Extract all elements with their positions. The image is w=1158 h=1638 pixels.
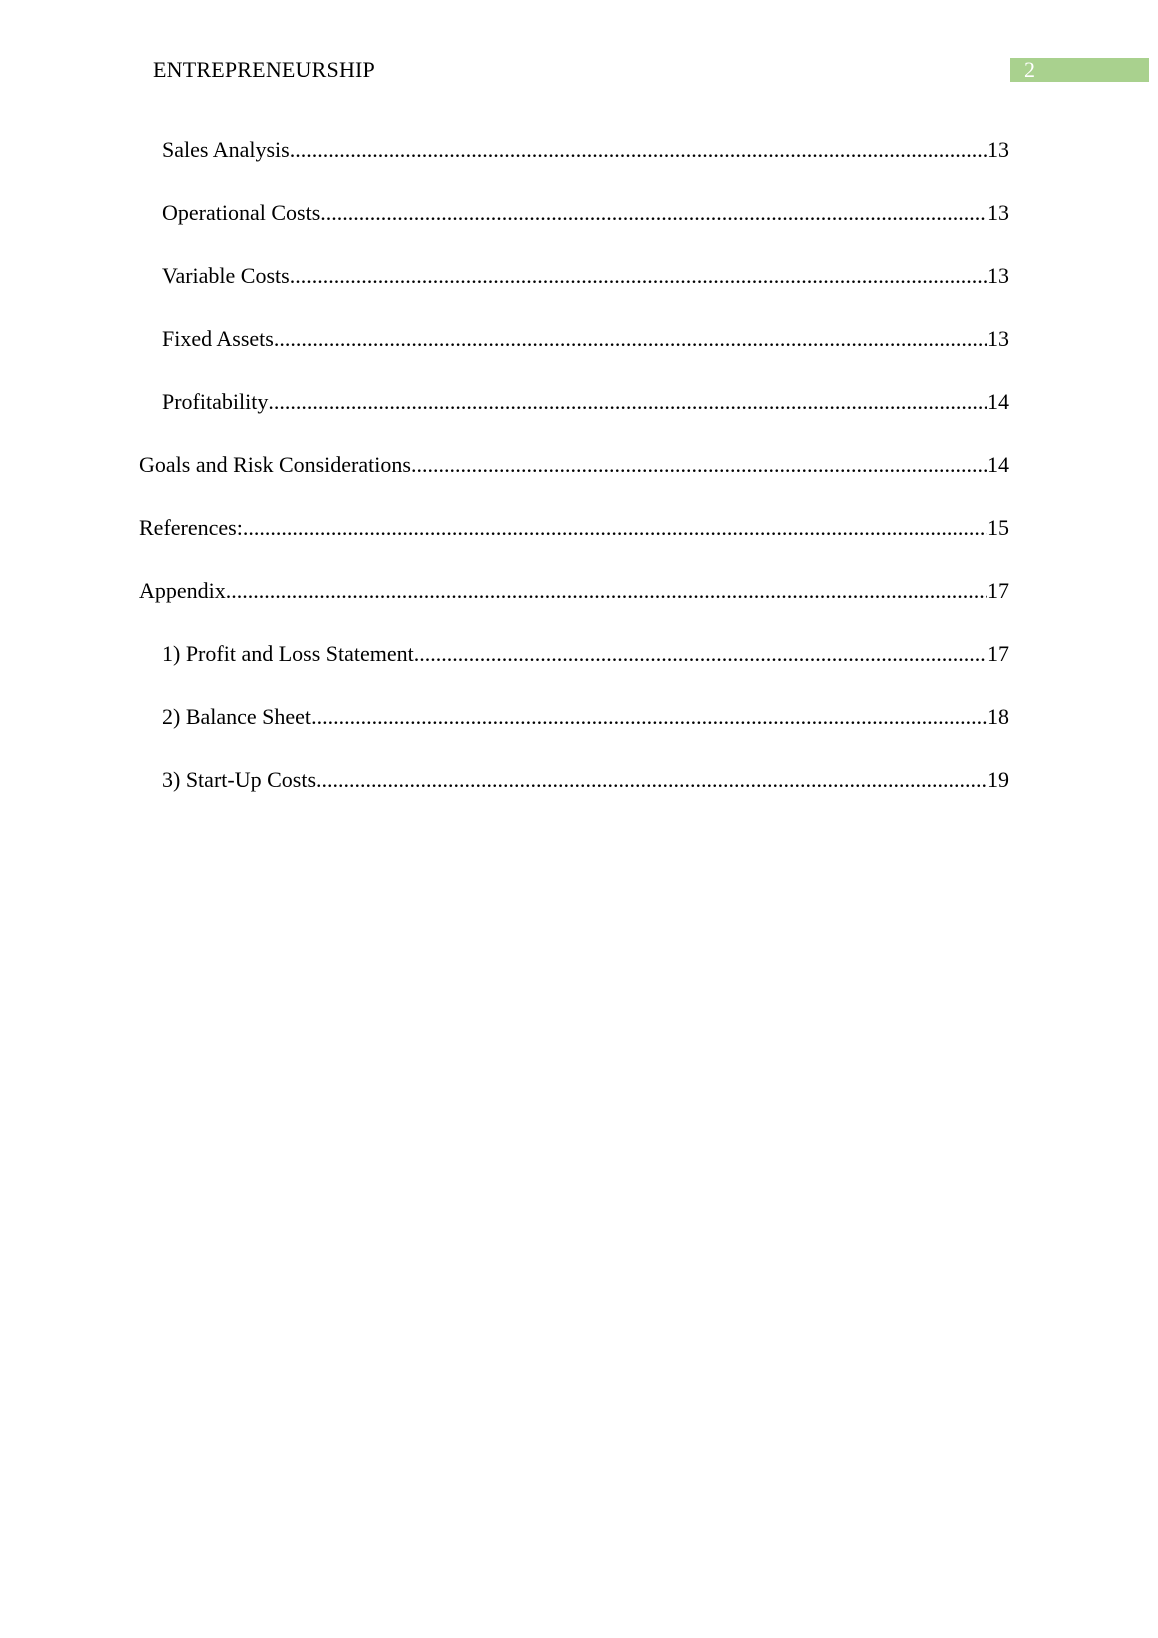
toc-dot-leader	[243, 514, 987, 542]
toc-dot-leader	[290, 262, 987, 290]
toc-entry-appendix[interactable]	[139, 577, 1009, 605]
toc-entry-fixed-assets[interactable]	[162, 325, 1009, 353]
toc-entry-label: References:	[139, 515, 243, 540]
toc-dot-leader	[414, 640, 987, 668]
toc-entry-page: 18	[987, 704, 1009, 729]
toc-dot-leader	[226, 577, 987, 605]
toc-dot-leader	[268, 388, 987, 416]
toc-entry-label: 3) Start-Up Costs	[162, 767, 316, 792]
toc-entry-label: Sales Analysis	[162, 137, 290, 162]
toc-entry-page: 13	[987, 200, 1009, 225]
toc-entry-page: 17	[987, 641, 1009, 666]
toc-entry-page: 14	[987, 389, 1009, 414]
toc-entry-balance-sheet[interactable]	[162, 703, 1009, 731]
toc-entry-label: Appendix	[139, 578, 226, 603]
toc-dot-leader	[316, 766, 987, 794]
page-number: 2	[1024, 57, 1035, 82]
toc-entry-variable-costs[interactable]	[162, 262, 1009, 290]
toc-entry-label: 1) Profit and Loss Statement	[162, 641, 414, 666]
toc-entry-operational-costs[interactable]	[162, 199, 1009, 227]
toc-entry-label: Goals and Risk Considerations	[139, 452, 411, 477]
running-header-title: ENTREPRENEURSHIP	[153, 57, 375, 82]
toc-entry-page: 15	[987, 515, 1009, 540]
toc-entry-page: 13	[987, 326, 1009, 351]
toc-dot-leader	[290, 136, 987, 164]
toc-entry-profitability[interactable]	[162, 388, 1009, 416]
toc-entry-label: Operational Costs	[162, 200, 321, 225]
toc-entry-label: Profitability	[162, 389, 269, 414]
toc-dot-leader	[320, 199, 987, 227]
toc-entry-label: 2) Balance Sheet	[162, 704, 312, 729]
toc-entry-start-up-costs[interactable]	[162, 766, 1009, 794]
toc-entry-profit-and-loss-statement[interactable]	[162, 640, 1009, 668]
toc-entry-page: 19	[987, 767, 1009, 792]
toc-entry-label: Variable Costs	[162, 263, 290, 288]
toc-dot-leader	[274, 325, 987, 353]
toc-entry-page: 13	[987, 263, 1009, 288]
toc-entry-page: 13	[987, 137, 1009, 162]
toc-entry-references[interactable]	[139, 514, 1009, 542]
toc-entry-goals-and-risk-considerations[interactable]	[139, 451, 1009, 479]
toc-entry-page: 14	[987, 452, 1009, 477]
toc-dot-leader	[411, 451, 987, 479]
toc-entry-page: 17	[987, 578, 1009, 603]
toc-entry-sales-analysis[interactable]	[162, 136, 1009, 164]
toc-entry-label: Fixed Assets	[162, 326, 274, 351]
toc-dot-leader	[311, 703, 987, 731]
